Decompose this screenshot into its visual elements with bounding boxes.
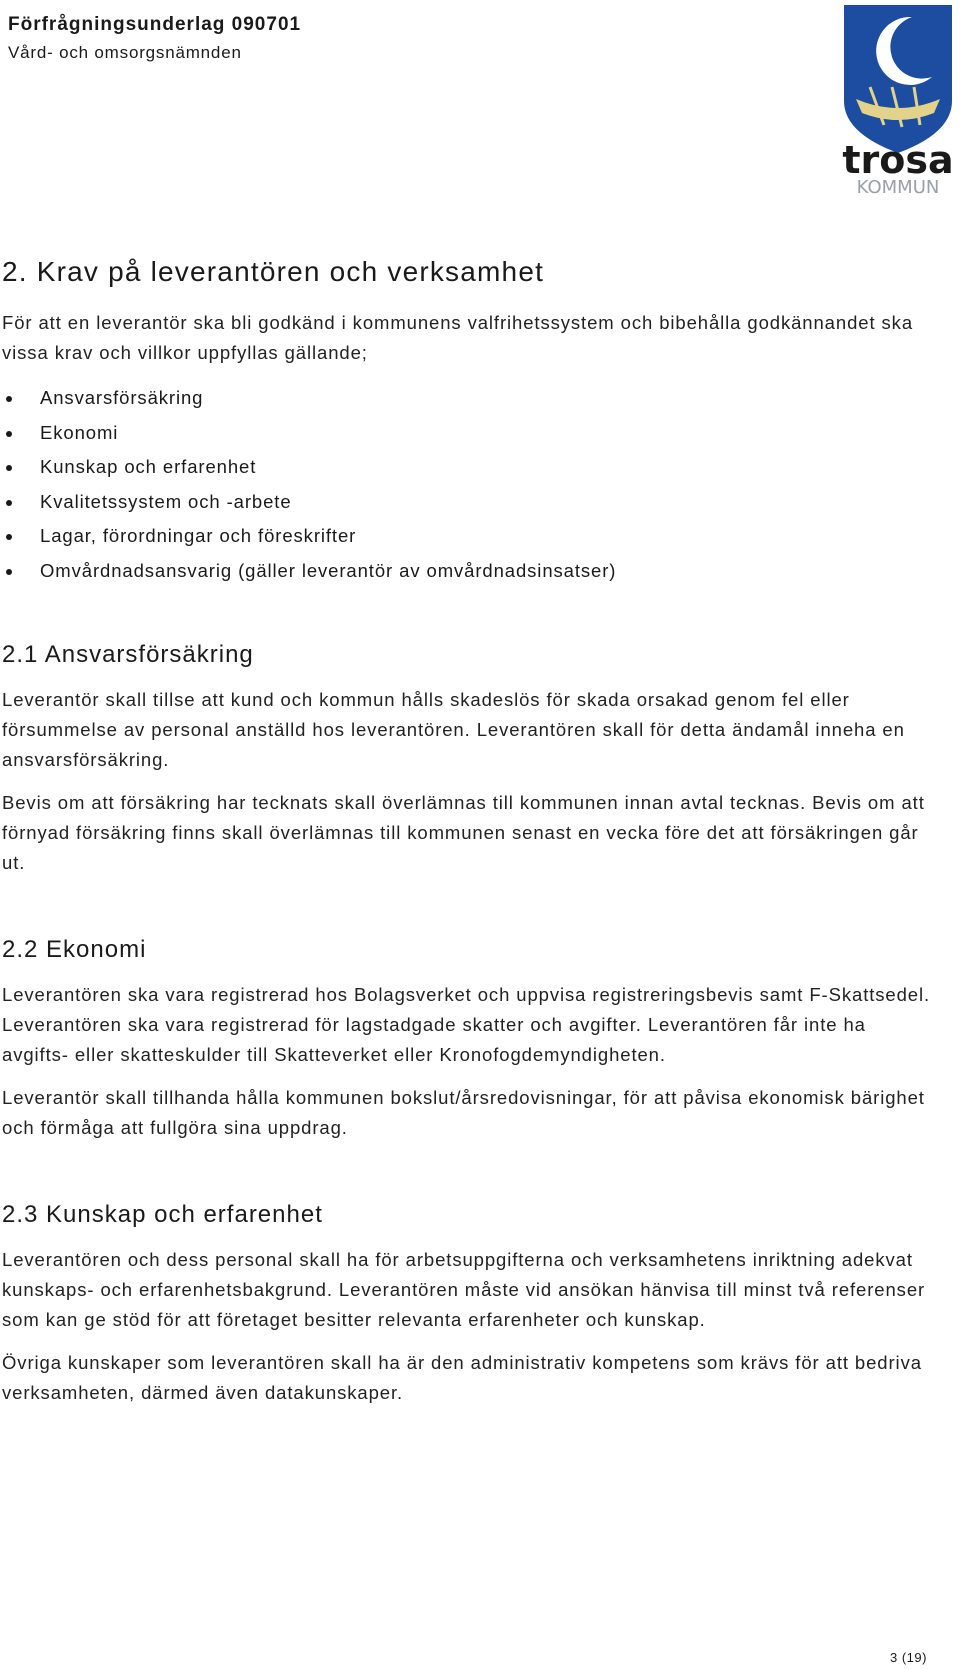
section-paragraph: Leverantören ska vara registrerad hos Bolagsverket och uppvisa registreringsbevis samt F-Skattsedel. Leverantören ska vara registrerad för lagstadgade skatter och avgifter. Leverantören får inte ha avgifts- eller skatteskulder till Skatteverket eller Kronofogdemyndigheten. <box>2 983 931 1065</box>
page-number: 3 (19) <box>890 1650 927 1665</box>
section-paragraph: Övriga kunskaper som leverantören skall ha är den administrativ kompetens som krävs för att bedriva verksamheten, därmed även datakunskaper. <box>2 1351 922 1403</box>
coat-of-arms-shield <box>844 5 952 153</box>
section-heading: 2.1 Ansvarsförsäkring <box>2 640 254 668</box>
list-item: Kvalitetssystem och -arbete <box>2 485 932 520</box>
document-body <box>2 254 932 1464</box>
main-heading: 2. Krav på leverantören och verksamhet <box>2 256 545 287</box>
section-paragraph: Leverantör skall tillhanda hålla kommunen bokslut/årsredovisningar, för att påvisa ekonomisk bärighet och förmåga att fullgöra sina uppdrag. <box>2 1086 925 1138</box>
section-paragraph: Leverantören och dess personal skall ha för arbetsuppgifterna och verksamhetens inriktning adekvat kunskaps- och erfarenhetsbakgrund. Leverantören måste vid ansökan hänvisa till minst två referenser som kan ge stöd för att företaget besitter relevanta erfarenheter och kunskap. <box>2 1248 926 1330</box>
trosa-kommun-logo <box>836 3 960 198</box>
logo-wordmark: trosa <box>842 138 954 182</box>
section-heading: 2.3 Kunskap och erfarenhet <box>2 1200 323 1228</box>
header-title: Förfrågningsunderlag 090701 <box>8 14 302 35</box>
logo-subtext: KOMMUN <box>856 177 940 198</box>
document-header <box>8 12 301 68</box>
section-paragraph: Bevis om att försäkring har tecknats skall överlämnas till kommunen innan avtal tecknas. Bevis om att förnyad försäkring finns skall överlämnas till kommunen senast en vecka före det att försäkringen går ut. <box>2 791 925 873</box>
section-heading: 2.2 Ekonomi <box>2 935 147 963</box>
list-item: Kunskap och erfarenhet <box>2 450 932 485</box>
section-kunskap-och-erfarenhet <box>2 1199 932 1408</box>
intro-paragraph: För att en leverantör ska bli godkänd i kommunens valfrihetssystem och bibehålla godkännandet ska vissa krav och villkor uppfyllas gällande; <box>2 312 914 363</box>
header-subtitle: Vård- och omsorgsnämnden <box>8 43 242 62</box>
list-item: Ansvarsförsäkring <box>2 381 932 416</box>
section-ansvarsforsakring <box>2 639 932 878</box>
section-ekonomi <box>2 934 932 1143</box>
list-item: Lagar, förordningar och föreskrifter <box>2 519 932 554</box>
requirements-list <box>2 381 932 589</box>
list-item: Ekonomi <box>2 416 932 451</box>
section-paragraph: Leverantör skall tillse att kund och kommun hålls skadeslös för skada orsakad genom fel eller försummelse av personal anställd hos leverantören. Leverantören skall för detta ändamål inneha en ansvarsförsäkring. <box>2 688 905 770</box>
list-item: Omvårdnadsansvarig (gäller leverantör av omvårdnadsinsatser) <box>2 554 932 589</box>
